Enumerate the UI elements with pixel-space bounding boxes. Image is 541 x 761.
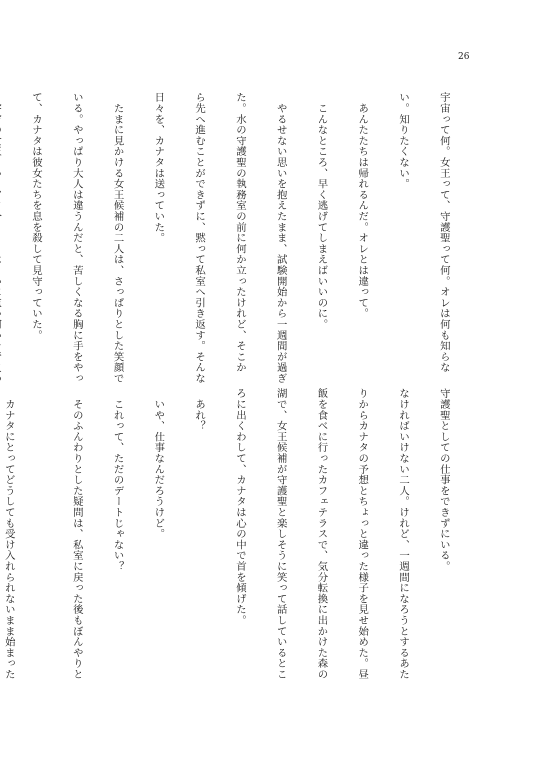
text-line: 宇宙って何。女王って、守護聖って何。オレは何も知らな [437,92,450,373]
text-line: ろに出くわして、カナタは心の中で首を傾げた。 [233,388,246,626]
text-line: いや、仕事なんだろうけど。 [152,388,165,540]
text-line: 飯を食べに行ったカフェテラスで、気分転換に出かけた森の [315,388,328,680]
text-line: やるせない思いを抱えたまま、試験開始から一週間が過ぎ [274,92,287,384]
text-line: たまに見かける女王候補の二人は、さっぱりとした笑顔で [111,92,124,384]
text-line: て、カナタは彼女たちを息を殺して見守っていた。 [30,92,42,341]
text-line: ら先へ進むことができずに、黙って私室へ引き返す。そんな [193,92,206,384]
text-line: 湖で、女王候補が守護聖と楽しそうに笑って話しているとこ [274,388,287,680]
text-line: あんたたちは帰れるんだ。オレとは違って。 [356,92,369,319]
page-number: 26 [458,52,470,62]
text-line: た。水の守護聖の執務室の前に何か立ったけれど、そこか [233,92,246,373]
text-line: こんなところ、早く逃げてしまえばいいのに。 [315,92,328,330]
text-line: 守護聖としての仕事をできずにいる。 [437,388,450,572]
text-line: カナタにとってどうしても受け入れられないまま始まった [2,388,15,680]
upper-text-block [30,92,477,384]
text-line: 日々を、カナタは送っていた。 [152,92,165,244]
text-line: いる。やっぱり大人は違うんだと、苦しくなる胸に手をやっ [70,92,83,384]
text-line: あれ？ [193,388,206,432]
text-line: い。知りたくない。 [397,92,410,190]
text-line: なければいけない二人。けれど、一週間になろうとするあた [397,388,410,680]
text-line: これって、ただのデートじゃない？ [111,388,124,572]
lower-text-block [2,388,477,708]
text-line: りからカナタの予想とちょっと違った様子を見せ始めた。昼 [356,388,369,680]
text-line: そのふんわりとした疑問は、私室に戻った後もぼんやりと [70,388,83,680]
text-line [0,92,1,370]
